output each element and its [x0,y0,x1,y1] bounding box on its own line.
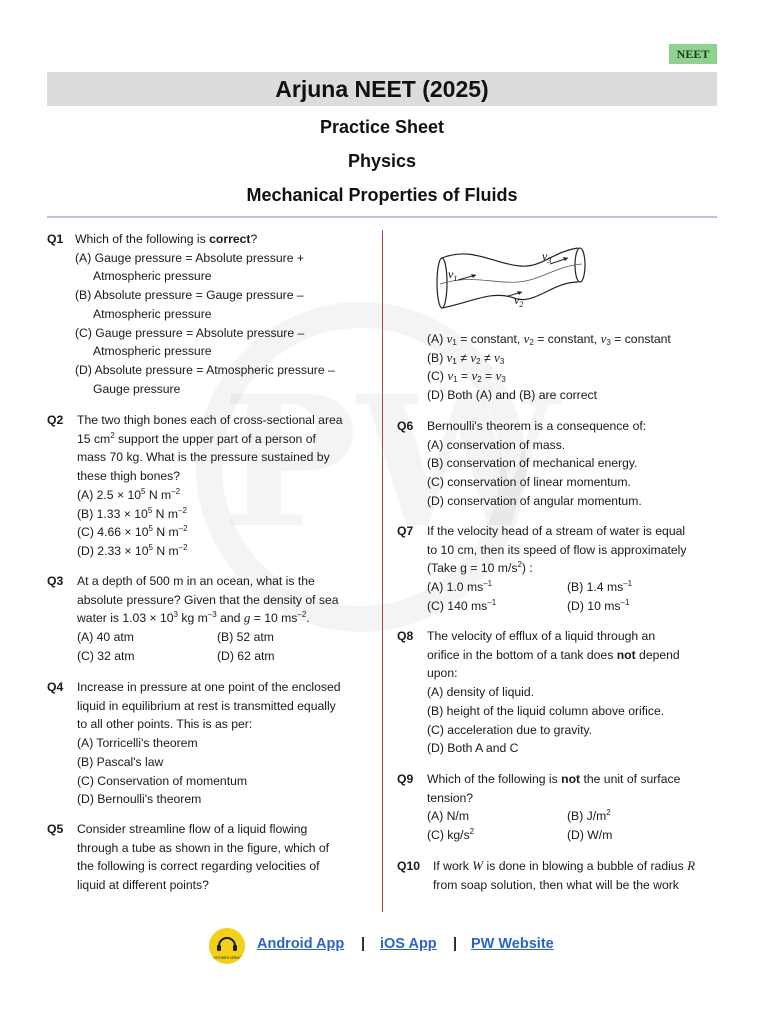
option-b: (B) $1.33 \times 10^5$ N $m^{-2}$ [77,505,187,521]
option-c: (C) Conservation of momentum [77,773,248,788]
option-c-cont: Atmospheric pressure [93,344,212,359]
option-c: (C) Gauge pressure = Absolute pressure – [75,325,305,340]
question-number: Q7 [397,524,414,538]
question-stem: the following is correct regarding velocities of [77,859,320,874]
question-stem: water is $1.03 \times 10^3$ kg $m^{-3}$ and g = 10 $ms^{-2}$. [77,610,310,626]
page-title: Arjuna NEET (2025) [47,72,717,106]
option-b-cont: Atmospheric pressure [93,306,212,321]
option-d-cont: Gauge pressure [93,381,181,396]
question-stem: The velocity of efflux of a liquid through an [427,629,656,643]
option-c: (C) $kg/s^2$ [427,827,475,843]
option-a: (A) density of liquid. [427,685,535,700]
question-number: Q5 [47,822,64,836]
question-stem: to all other points. This is as per: [77,717,253,732]
question-stem: 15 $cm^2$ support the upper part of a person of [77,430,316,446]
option-a: (A) $v_1$ = constant, $v_2$ = constant, $v_3$ = constant [427,331,671,347]
question-number: Q9 [397,772,414,786]
label-v1: $v_1$ [448,267,458,283]
option-d: (D) Both A and C [427,741,519,756]
option-c: (C) acceleration due to gravity. [427,722,593,737]
option-a: (A) Torricelli's theorem [77,736,198,751]
neet-badge: NEET [669,44,717,64]
option-b: (B) $v_1 \ne v_2 \ne v_3$ [427,349,505,366]
option-b: (B) Absolute pressure = Gauge pressure – [75,288,304,303]
option-c: (C) 32 atm [77,648,135,663]
option-b: (B) height of the liquid column above orifice. [427,703,665,718]
option-a: (A) Gauge pressure = Absolute pressure + [75,250,304,265]
question-stem: liquid in equilibrium at rest is transmitted equally [77,698,336,713]
question-stem: upon: [427,666,458,681]
question-stem: liquid at different points? [77,878,209,893]
question-stem: mass 70 kg. What is the pressure sustained by [77,450,330,465]
streamline-tube-figure [432,236,592,312]
question-stem: from soap solution, then what will be the work [433,877,679,892]
pw-website-link[interactable]: PW Website [471,936,554,952]
label-v2: $v_2$ [514,293,524,309]
question-stem: At a depth of 500 m in an ocean, what is the [77,574,315,588]
footer-separator: | [453,936,458,952]
question-stem: to 10 cm, then its speed of flow is approximately [427,542,687,557]
question-number: Q8 [397,629,414,643]
option-b: (B) Pascal's law [77,754,164,769]
option-c: (C) 140 $ms^{-1}$ [427,597,497,613]
question-stem: If the velocity head of a stream of water is equal [427,524,686,538]
question-stem: these thigh bones? [77,469,180,484]
option-d: (D) $2.33 \times 10^5$ N $m^{-2}$ [77,542,188,558]
label-v3: $v_3$ [542,249,552,265]
question-stem: orifice in the bottom of a tank does not depend [427,647,680,662]
option-d: (D) conservation of angular momentum. [427,493,642,508]
option-a: (A) N/m [427,809,469,824]
option-c: (C) conservation of linear momentum. [427,475,631,490]
question-stem: Which of the following is not the unit of surface [427,772,681,786]
question-stem: Bernoulli's theorem is a consequence of: [427,419,647,433]
streamline [440,264,582,284]
option-b: (B) conservation of mechanical energy. [427,456,638,471]
option-b: (B) $J/m^2$ [567,808,611,824]
ios-app-link[interactable]: iOS App [380,936,437,952]
option-b: (B) 52 atm [217,630,274,645]
question-stem: absolute pressure? Given that the density of sea [77,592,339,607]
question-number: Q3 [47,574,64,588]
option-a: (A) $2.5 \times 10^5$ N $m^{-2}$ [77,486,181,502]
question-stem: (Take g = 10 $m/s^2$) : [427,560,533,576]
option-d: (D) Absolute pressure = Atmospheric pressure – [75,362,335,377]
question-stem: through a tube as shown in the figure, which of [77,840,330,855]
question-stem: Consider streamline flow of a liquid flowing [77,822,308,836]
question-stem: Which of the following is correct? [75,232,258,246]
option-a: (A) 40 atm [77,630,134,645]
option-a: (A) conservation of mass. [427,437,566,452]
question-stem: tension? [427,790,474,805]
option-d: (D) 62 atm [217,648,275,663]
option-d: (D) W/m [567,828,613,843]
sheet-type: Practice Sheet [319,117,445,137]
question-number: Q4 [47,680,64,694]
option-a: (A) 1.0 $ms^{-1}$ [427,579,493,595]
question-stem: If work W is done in blowing a bubble of radius R [433,858,696,873]
option-d: (D) 10 $ms^{-1}$ [567,597,630,613]
chapter-title: Mechanical Properties of Fluids [246,185,518,205]
option-d: (D) Both (A) and (B) are correct [427,388,597,403]
android-app-link[interactable]: Android App [257,936,345,952]
footer-separator: | [361,936,366,952]
svg-text:CUSTOMER SERVICE: CUSTOMER SERVICE [210,956,244,960]
option-c: (C) $4.66 \times 10^5$ N $m^{-2}$ [77,524,188,540]
subject-title: Physics [347,151,417,171]
question-number: Q2 [47,413,64,427]
question-stem: Increase in pressure at one point of the enclosed [77,680,341,694]
option-c: (C) $v_1 = v_2 = v_3$ [427,368,506,385]
customer-service-icon[interactable] [209,928,245,964]
question-number: Q6 [397,419,414,433]
tube-upper-wall [442,248,578,266]
footer-links [209,928,569,964]
option-b: (B) 1.4 $ms^{-1}$ [567,579,633,595]
option-a-cont: Atmospheric pressure [93,269,212,284]
header-divider [47,216,717,218]
question-number: Q1 [47,232,64,246]
question-stem: The two thigh bones each of cross-sectional area [77,413,343,427]
option-d: (D) Bernoulli's theorem [77,792,202,807]
question-number: Q10 [397,859,421,873]
